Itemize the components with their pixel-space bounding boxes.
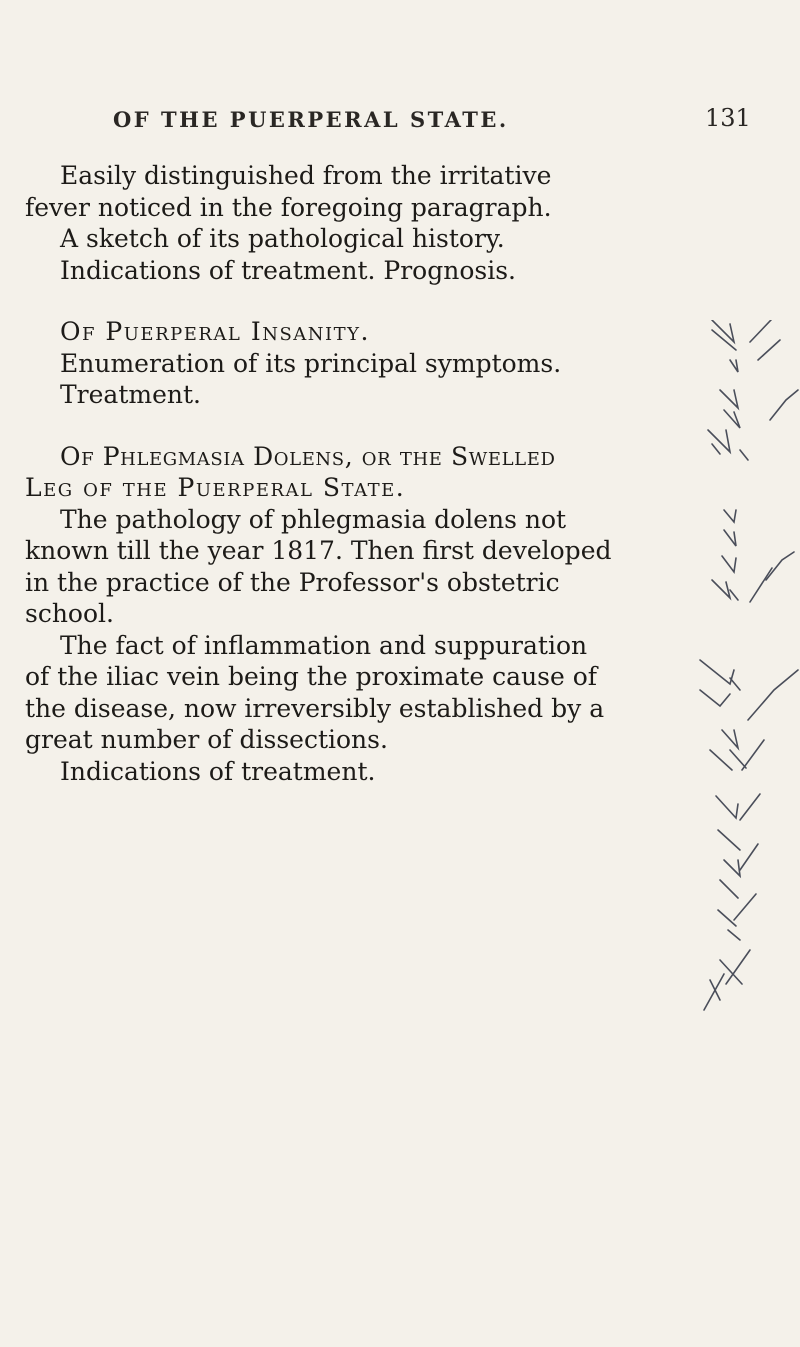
text-line: The fact of inflammation and suppuration	[60, 630, 588, 660]
page-text	[25, 160, 700, 787]
text-line: Enumeration of its principal symptoms.	[60, 348, 562, 378]
text-line: the disease, now irreversibly established by a	[25, 693, 605, 723]
text-line: fever noticed in the foregoing paragraph.	[25, 192, 552, 222]
text-line: of the iliac vein being the proximate cause of	[25, 662, 598, 691]
text-line: school.	[25, 599, 114, 628]
section-heading-puerperal-insanity: Of Puerperal Insanity.	[60, 317, 370, 346]
page-number: 131	[705, 104, 751, 132]
text-line: A sketch of its pathological history.	[60, 224, 505, 253]
text-line: Indications of treatment. Prognosis.	[60, 255, 516, 285]
text-line: The pathology of phlegmasia dolens not	[60, 504, 567, 534]
running-head: OF THE PUERPERAL STATE.	[113, 107, 509, 132]
section-heading-phlegmasia-dolens: Of Phlegmasia Dolens, or the Swelled	[60, 441, 556, 471]
section-heading-phlegmasia-dolens-cont: Leg of the Puerperal State.	[25, 473, 406, 502]
pencil-check-marks-icon	[690, 320, 800, 1080]
text-line: Easily distinguished from the irritative	[60, 161, 552, 190]
text-line: Indications of treatment.	[60, 756, 376, 786]
text-line: known till the year 1817. Then first developed	[25, 536, 612, 565]
text-line: Treatment.	[60, 380, 201, 409]
text-line: great number of dissections.	[25, 725, 388, 754]
text-line: in the practice of the Professor's obstetric	[25, 567, 560, 597]
